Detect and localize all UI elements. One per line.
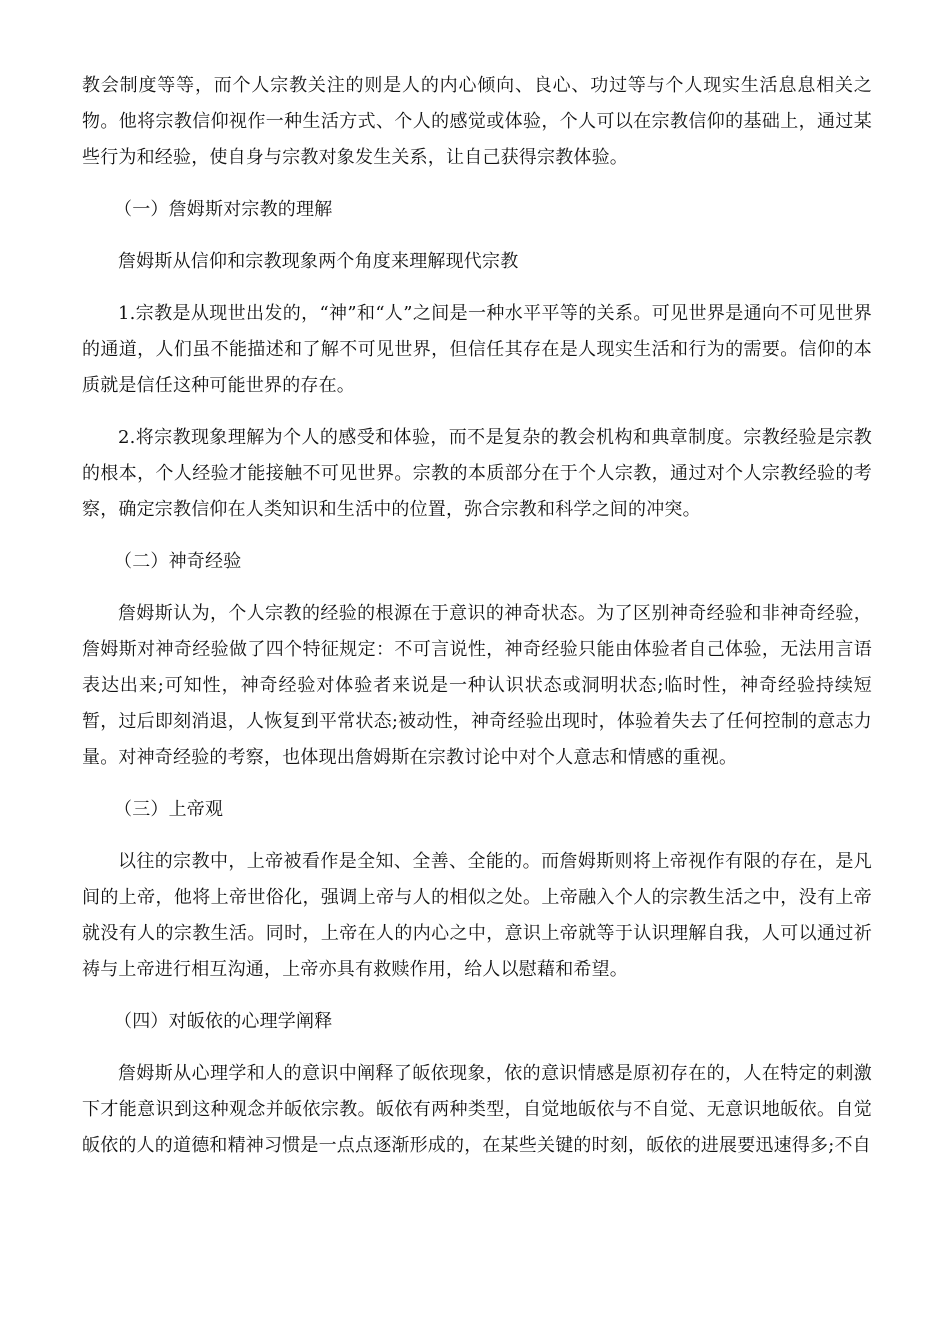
paragraph-conversion: 詹姆斯从心理学和人的意识中阐释了皈依现象，依的意识情感是原初存在的，人在特定的刺激下才能意识到这种观念并皈依宗教。皈依有两种类型，自觉地皈依与不自觉、无意识地皈依。自觉皈依的人的道德和精神习惯是一点点逐渐形成的，在某些关键的时刻，皈依的进展要迅速得多;不自 bbox=[82, 1063, 872, 1156]
paragraph-concept-of-god: 以往的宗教中，上帝被看作是全知、全善、全能的。而詹姆斯则将上帝视作有限的存在，是凡间的上帝，他将上帝世俗化，强调上帝与人的相似之处。上帝融入个人的宗教生活之中，没有上帝就没有人的宗教生活。同时，上帝在人的内心之中，意识上帝就等于认识理解自我，人可以通过祈祷与上帝进行相互沟通，上帝亦具有救赎作用，给人以慰藉和希望。 bbox=[82, 851, 872, 980]
section-heading-concept-of-god: （三）上帝观 bbox=[114, 799, 224, 820]
paragraph-mystical-experience: 詹姆斯认为，个人宗教的经验的根源在于意识的神奇状态。为了区别神奇经验和非神奇经验，詹姆斯对神奇经验做了四个特征规定：不可言说性，神奇经验只能由体验者自己体验，无法用言语表达出来;可知性，神奇经验对体验者来说是一种认识状态或洞明状态;临时性，神奇经验持续短暂，过后即刻消退，人恢复到平常状态;被动性，神奇经验出现时，体验着失去了任何控制的意志力量。对神奇经验的考察，也体现出詹姆斯在宗教讨论中对个人意志和情感的重视。 bbox=[82, 603, 872, 768]
section-heading-conversion: （四）对皈依的心理学阐释 bbox=[114, 1011, 333, 1032]
paragraph-two-perspectives: 詹姆斯从信仰和宗教现象两个角度来理解现代宗教 bbox=[118, 251, 519, 272]
section-heading-mystical-experience: （二）神奇经验 bbox=[114, 551, 242, 572]
section-heading-understanding-religion: （一）詹姆斯对宗教的理解 bbox=[114, 199, 333, 220]
paragraph-point-1: 1.宗教是从现世出发的，“神”和“人”之间是一种水平平等的关系。可见世界是通向不可见世界的通道，人们虽不能描述和了解不可见世界，但信任其存在是人现实生活和行为的需要。信仰的本质就是信任这种可能世界的存在。 bbox=[82, 303, 872, 396]
document-page bbox=[82, 68, 872, 1180]
paragraph-point-2: 2.将宗教现象理解为个人的感受和体验，而不是复杂的教会机构和典章制度。宗教经验是宗教的根本，个人经验才能接触不可见世界。宗教的本质部分在于个人宗教，通过对个人宗教经验的考察，确定宗教信仰在人类知识和生活中的位置，弥合宗教和科学之间的冲突。 bbox=[82, 427, 872, 520]
paragraph-intro-continued: 教会制度等等，而个人宗教关注的则是人的内心倾向、良心、功过等与个人现实生活息息相关之物。他将宗教信仰视作一种生活方式、个人的感觉或体验，个人可以在宗教信仰的基础上，通过某些行为和经验，使自身与宗教对象发生关系，让自己获得宗教体验。 bbox=[82, 75, 872, 168]
